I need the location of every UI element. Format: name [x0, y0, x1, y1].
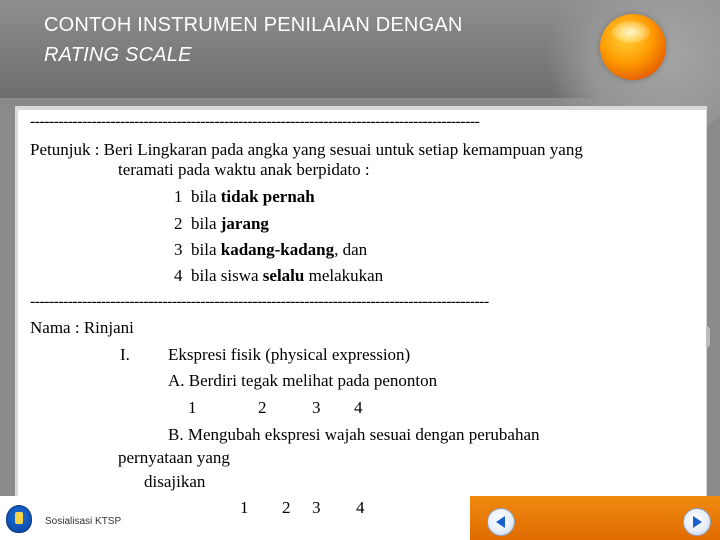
rating-option[interactable]: 3	[312, 498, 321, 517]
rating-option[interactable]: 1	[188, 398, 197, 417]
slide-title-line2: RATING SCALE	[44, 44, 192, 66]
footer-label: Sosialisasi KTSP	[45, 516, 122, 527]
scale-item	[174, 266, 383, 286]
scale-item	[174, 240, 367, 260]
scale-post: , dan	[334, 240, 368, 259]
scale-item	[174, 214, 269, 234]
item-b-text-cont: pernyataan yang	[118, 448, 230, 467]
rating-option[interactable]: 4	[356, 498, 365, 517]
rating-option[interactable]: 1	[240, 498, 249, 517]
scale-bold: selalu	[262, 266, 305, 285]
section-title: Ekspresi fisik (physical expression)	[168, 345, 411, 364]
instrument-text-box	[18, 110, 706, 496]
triangle-left-icon	[493, 514, 509, 530]
next-slide-button[interactable]	[683, 508, 711, 536]
item-b-text: B. Mengubah ekspresi wajah sesuai dengan perubahan	[168, 425, 540, 444]
scale-item	[174, 187, 315, 207]
scale-bold: jarang	[220, 214, 269, 233]
scale-text: bila	[191, 187, 221, 206]
orange-orb-decoration	[600, 14, 666, 80]
tut-wuri-handayani-logo-icon	[6, 505, 32, 533]
scale-number: 1	[174, 187, 183, 206]
item-a-text: A. Berdiri tegak melihat pada penonton	[168, 371, 438, 390]
separator-top: -----------------------------------------------------------------------------------------------	[30, 113, 480, 130]
rating-option[interactable]: 4	[354, 398, 363, 417]
scale-number: 2	[174, 214, 183, 233]
scale-post: melakukan	[304, 266, 384, 285]
section-number: I.	[120, 345, 130, 364]
instruction-text: Petunjuk : Beri Lingkaran pada angka yang sesuai untuk setiap kemampuan yang	[30, 140, 583, 159]
instruction-text-cont: teramati pada waktu anak berpidato :	[118, 160, 370, 179]
scale-text: bila	[191, 240, 221, 259]
item-b-text-cont: disajikan	[144, 472, 206, 491]
scale-number: 4	[174, 266, 183, 285]
scale-text: bila	[191, 214, 221, 233]
rating-option[interactable]: 2	[258, 398, 267, 417]
previous-slide-button[interactable]	[487, 508, 515, 536]
scale-bold: kadang-kadang	[220, 240, 335, 259]
scale-number: 3	[174, 240, 183, 259]
rating-option[interactable]: 3	[312, 398, 321, 417]
separator-bottom: -------------------------------------------------------------------------------------------------	[30, 293, 489, 310]
slide-title-line1: CONTOH INSTRUMEN PENILAIAN DENGAN	[44, 14, 463, 36]
scale-text: bila siswa	[191, 266, 263, 285]
rating-option[interactable]: 2	[282, 498, 291, 517]
slide-header	[0, 0, 720, 98]
scale-bold: tidak pernah	[220, 187, 315, 206]
student-name: Nama : Rinjani	[30, 318, 134, 337]
triangle-right-icon	[689, 514, 705, 530]
